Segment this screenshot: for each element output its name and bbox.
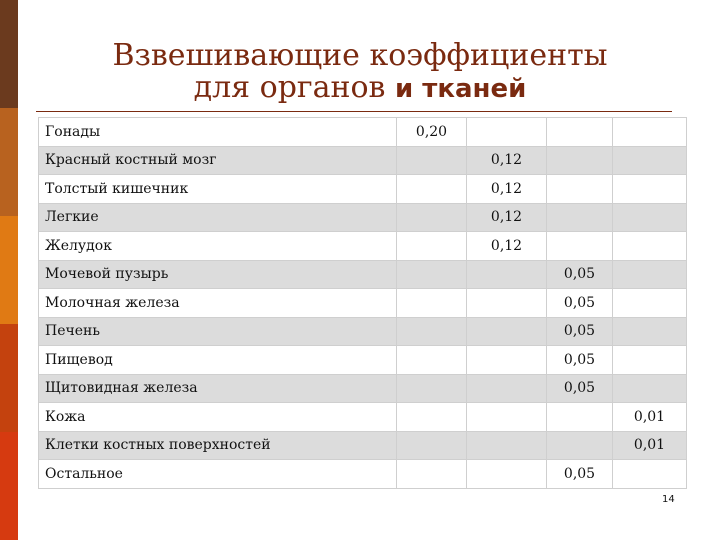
weight-value-cell: 0,12 [467, 175, 547, 204]
weight-value-cell [397, 403, 467, 432]
weight-value-cell [613, 232, 687, 261]
weight-value-cell: 0,20 [397, 118, 467, 147]
organ-name-cell: Желудок [39, 232, 397, 261]
table-row [39, 175, 687, 204]
title-divider [36, 111, 672, 112]
weight-value-cell [467, 346, 547, 375]
weight-value-cell [397, 346, 467, 375]
weight-value-cell [397, 431, 467, 460]
table-row [39, 431, 687, 460]
weight-value-cell [397, 460, 467, 489]
weight-value-cell [547, 403, 613, 432]
page-number: 14 [662, 494, 675, 505]
organ-name-cell: Щитовидная железа [39, 374, 397, 403]
weight-value-cell [397, 289, 467, 318]
weight-value-cell: 0,05 [547, 460, 613, 489]
decorative-side-bar [0, 0, 18, 540]
weight-value-cell: 0,05 [547, 317, 613, 346]
weight-value-cell: 0,05 [547, 289, 613, 318]
weight-value-cell [613, 346, 687, 375]
organ-name-cell: Пищевод [39, 346, 397, 375]
organ-name-cell: Красный костный мозг [39, 146, 397, 175]
organ-name-cell: Легкие [39, 203, 397, 232]
organ-name-cell: Молочная железа [39, 289, 397, 318]
side-bar-segment [0, 432, 18, 540]
table-row [39, 460, 687, 489]
weight-value-cell [397, 203, 467, 232]
weight-value-cell: 0,01 [613, 403, 687, 432]
weight-value-cell [547, 175, 613, 204]
weight-value-cell [613, 374, 687, 403]
weight-value-cell [613, 175, 687, 204]
weight-value-cell [613, 289, 687, 318]
weight-value-cell: 0,12 [467, 232, 547, 261]
table-row [39, 118, 687, 147]
weight-value-cell: 0,12 [467, 203, 547, 232]
weight-value-cell [467, 374, 547, 403]
weight-value-cell [397, 175, 467, 204]
weight-value-cell [467, 289, 547, 318]
organ-name-cell: Кожа [39, 403, 397, 432]
table-row [39, 317, 687, 346]
weight-value-cell [397, 146, 467, 175]
weight-value-cell: 0,05 [547, 260, 613, 289]
table-row [39, 403, 687, 432]
weight-value-cell [613, 203, 687, 232]
table-row [39, 260, 687, 289]
table-row [39, 346, 687, 375]
title-line-2-part-a: для органов [193, 70, 386, 105]
table-row [39, 374, 687, 403]
weight-value-cell [613, 317, 687, 346]
side-bar-segment [0, 324, 18, 432]
table-row [39, 232, 687, 261]
table-row [39, 203, 687, 232]
weight-value-cell [397, 232, 467, 261]
weight-value-cell [547, 431, 613, 460]
title-line-2-part-b: и тканей [395, 74, 527, 104]
weight-value-cell [467, 317, 547, 346]
weight-value-cell [397, 260, 467, 289]
organ-name-cell: Мочевой пузырь [39, 260, 397, 289]
weight-value-cell [547, 118, 613, 147]
weight-value-cell [547, 146, 613, 175]
table-row [39, 146, 687, 175]
organ-name-cell: Печень [39, 317, 397, 346]
weight-value-cell [467, 460, 547, 489]
weight-value-cell [397, 374, 467, 403]
weight-value-cell [467, 403, 547, 432]
side-bar-segment [0, 108, 18, 216]
weight-value-cell [467, 118, 547, 147]
weights-table-body [39, 118, 687, 489]
organ-name-cell: Остальное [39, 460, 397, 489]
slide-title [30, 40, 690, 105]
weight-value-cell [397, 317, 467, 346]
weight-value-cell [613, 118, 687, 147]
title-line-1: Взвешивающие коэффициенты [112, 38, 608, 73]
weight-value-cell: 0,05 [547, 346, 613, 375]
weight-value-cell: 0,12 [467, 146, 547, 175]
weight-value-cell [613, 460, 687, 489]
weight-value-cell [547, 232, 613, 261]
side-bar-segment [0, 216, 18, 324]
side-bar-segment [0, 0, 18, 108]
weight-value-cell [467, 431, 547, 460]
weight-value-cell: 0,01 [613, 431, 687, 460]
weight-value-cell [613, 260, 687, 289]
table-row [39, 289, 687, 318]
weights-table [38, 117, 687, 489]
organ-name-cell: Толстый кишечник [39, 175, 397, 204]
organ-name-cell: Гонады [39, 118, 397, 147]
organ-name-cell: Клетки костных поверхностей [39, 431, 397, 460]
title-line-2 [30, 72, 690, 105]
weight-value-cell [467, 260, 547, 289]
weight-value-cell [613, 146, 687, 175]
weight-value-cell: 0,05 [547, 374, 613, 403]
weight-value-cell [547, 203, 613, 232]
